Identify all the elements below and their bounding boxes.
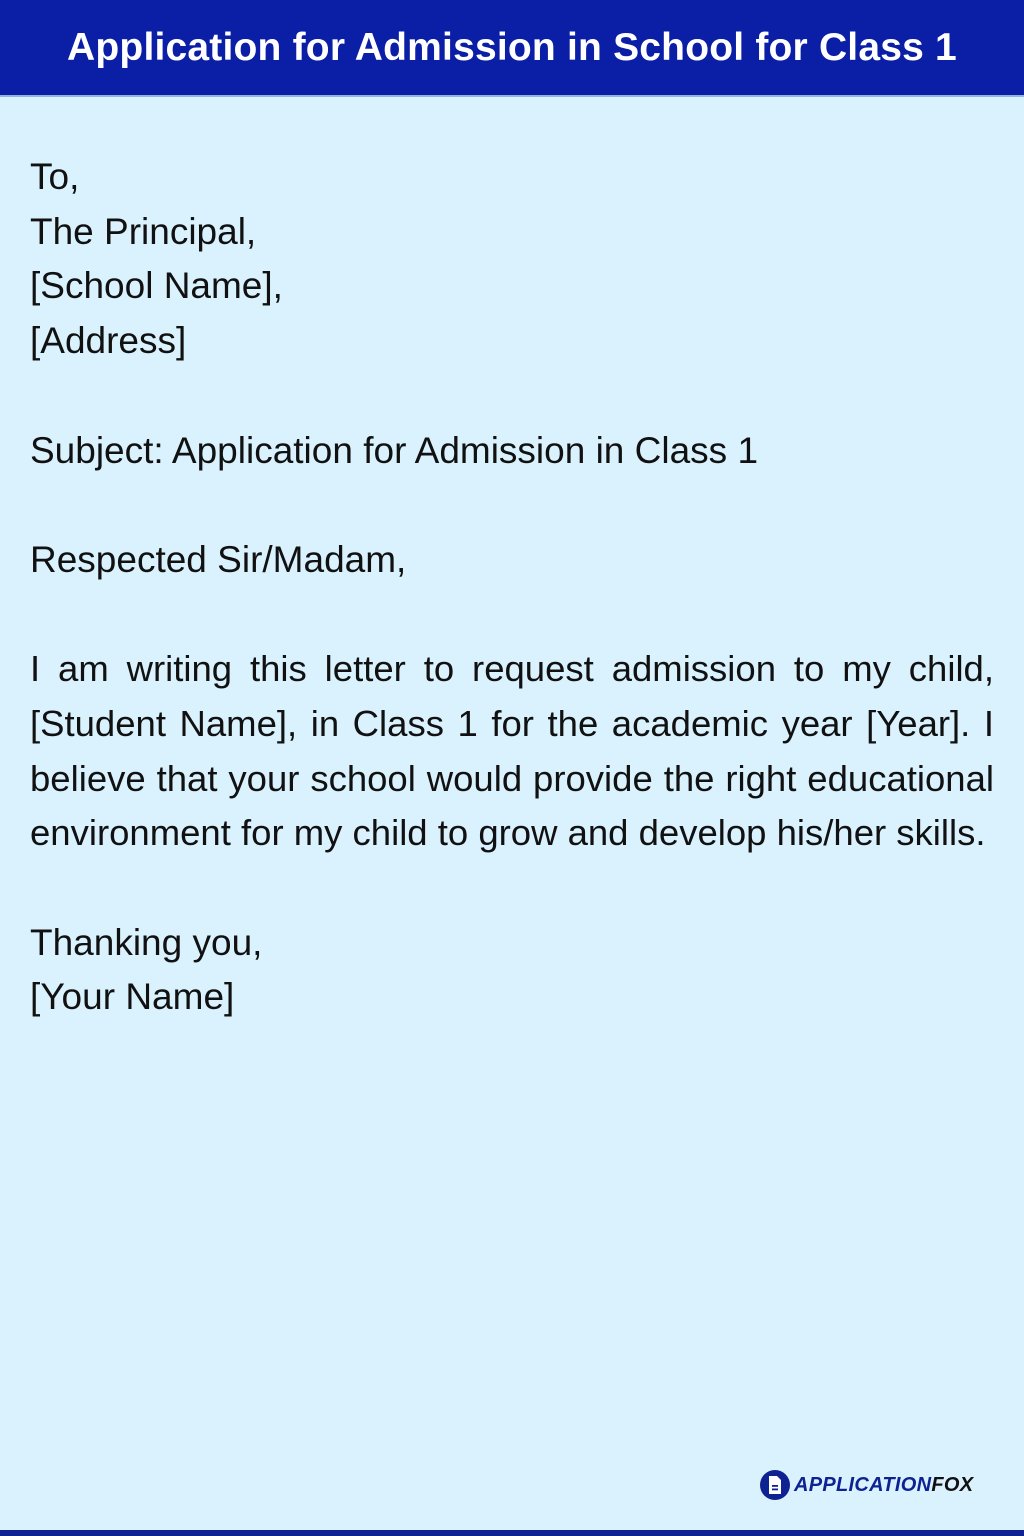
brand-name-part2: FOX	[931, 1473, 974, 1496]
page-header	[0, 0, 1024, 97]
spacer	[30, 861, 994, 916]
letter-signature: [Your Name]	[30, 976, 235, 1018]
page-title: Application for Admission in School for Class 1	[67, 25, 957, 69]
letter-subject: Subject: Application for Admission in Class 1	[30, 429, 759, 471]
letter-body: I am writing this letter to request admission to my child, [Student Name], in Class 1 for the academic year [Year]. I believe that your school would provide the right educational environment for my child to grow and develop his/her skills.	[30, 648, 994, 854]
spacer	[30, 588, 994, 643]
brand-name-part1: APPLICATION	[794, 1473, 932, 1496]
bottom-border	[0, 1530, 1024, 1536]
address-line: [School Name],	[30, 265, 283, 307]
letter-closing: Thanking you,	[30, 921, 263, 963]
letter-salutation: Respected Sir/Madam,	[30, 538, 407, 580]
address-line: To,	[30, 156, 80, 197]
spacer	[30, 478, 994, 533]
brand-name	[794, 1474, 973, 1497]
spacer	[30, 369, 994, 424]
address-line: The Principal,	[30, 210, 257, 252]
recipient-address	[30, 150, 994, 369]
document-icon	[760, 1470, 790, 1500]
applicationfox-logo	[760, 1470, 973, 1500]
address-line: [Address]	[30, 320, 187, 362]
letter-content	[30, 150, 994, 1025]
